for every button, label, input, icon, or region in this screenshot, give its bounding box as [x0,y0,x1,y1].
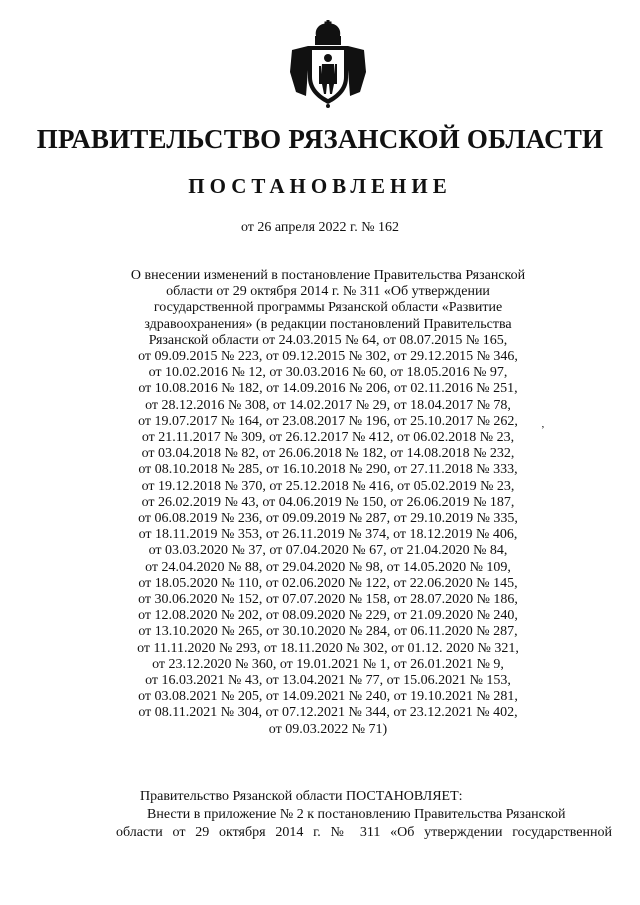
subject-line: от 10.08.2016 № 182, от 14.09.2016 № 206, от 02.11.2016 № 251, [138,381,518,397]
subject-line: от 16.03.2021 № 43, от 13.04.2021 № 77, от 15.06.2021 № 153, [145,673,511,689]
subject-line: области от 29 октября 2014 г. № 311 «Об утверждении [166,284,490,300]
subject-line: от 24.04.2020 № 88, от 29.04.2020 № 98, от 14.05.2020 № 109, [145,559,511,575]
subject-line: от 06.08.2019 № 236, от 09.09.2019 № 287, от 29.10.2019 № 335, [138,511,518,527]
subject-line: от 03.04.2018 № 82, от 26.06.2018 № 182, от 14.08.2018 № 232, [141,446,515,462]
ryazan-coat-of-arms-icon [286,20,370,108]
subject-line: от 19.12.2018 № 370, от 25.12.2018 № 416, от 05.02.2019 № 23, [141,478,515,494]
subject-line: от 08.10.2018 № 285, от 16.10.2018 № 290, от 27.11.2018 № 333, [138,462,518,478]
body-paragraph-line: области от 29 октября 2014 г. № 311 «Об утверждении государственной [116,825,612,840]
subject-line: от 08.11.2021 № 304, от 07.12.2021 № 344, от 23.12.2021 № 402, [138,705,518,721]
subject-line: от 23.12.2020 № 360, от 19.01.2021 № 1, от 26.01.2021 № 9, [152,656,504,672]
subject-line: от 11.11.2020 № 293, от 18.11.2020 № 302, от 01.12. 2020 № 321, [137,640,519,656]
subject-line: от 18.11.2019 № 353, от 26.11.2019 № 374, от 18.12.2019 № 406, [138,527,518,543]
subject-line: от 10.02.2016 № 12, от 30.03.2016 № 60, от 18.05.2016 № 97, [148,365,508,381]
subject-line: от 12.08.2020 № 202, от 08.09.2020 № 229, от 21.09.2020 № 240, [138,608,518,624]
subject-line: от 21.11.2017 № 309, от 26.12.2017 № 412, от 06.02.2018 № 23, [141,430,515,446]
stray-mark: ’ [541,424,545,436]
subject-line: от 18.05.2020 № 110, от 02.06.2020 № 122, от 22.06.2020 № 145, [138,575,518,591]
subject-line: от 13.10.2020 № 265, от 30.10.2020 № 284, от 06.11.2020 № 287, [138,624,518,640]
document-body [118,788,612,842]
government-title: ПРАВИТЕЛЬСТВО РЯЗАНСКОЙ ОБЛАСТИ [36,124,604,154]
subject-line: государственной программы Рязанской области «Развитие [153,300,503,316]
document-type-heading: ПОСТАНОВЛЕНИЕ [188,174,452,198]
subject-line: здравоохранения» (в редакции постановлений Правительства [144,316,512,332]
subject-line: Рязанской области от 24.03.2015 № 64, от 08.07.2015 № 165, [148,332,508,348]
subject-line: от 30.06.2020 № 152, от 07.07.2020 № 158, от 28.07.2020 № 186, [138,592,518,608]
document-subject [100,268,556,738]
document-date-number: от 26 апреля 2022 г. № 162 [240,220,400,235]
subject-line: от 28.12.2016 № 308, от 14.02.2017 № 29, от 18.04.2017 № 78, [145,397,511,413]
subject-line: от 09.09.2015 № 223, от 09.12.2015 № 302, от 29.12.2015 № 346, [138,349,518,365]
subject-line: от 03.08.2021 № 205, от 14.09.2021 № 240, от 19.10.2021 № 281, [138,689,518,705]
subject-line: от 19.07.2017 № 164, от 23.08.2017 № 196, от 25.10.2017 № 262, [138,413,518,429]
decree-intro: Правительство Рязанской области ПОСТАНОВЛЯЕТ: [140,789,463,804]
subject-line: от 09.03.2022 № 71) [268,721,388,737]
subject-line: от 03.03.2020 № 37, от 07.04.2020 № 67, от 21.04.2020 № 84, [148,543,508,559]
subject-line: от 26.02.2019 № 43, от 04.06.2019 № 150, от 26.06.2019 № 187, [141,494,515,510]
subject-line: О внесении изменений в постановление Правительства Рязанской [130,268,526,283]
body-paragraph-line: Внести в приложение № 2 к постановлению Правительства Рязанской [147,807,566,822]
